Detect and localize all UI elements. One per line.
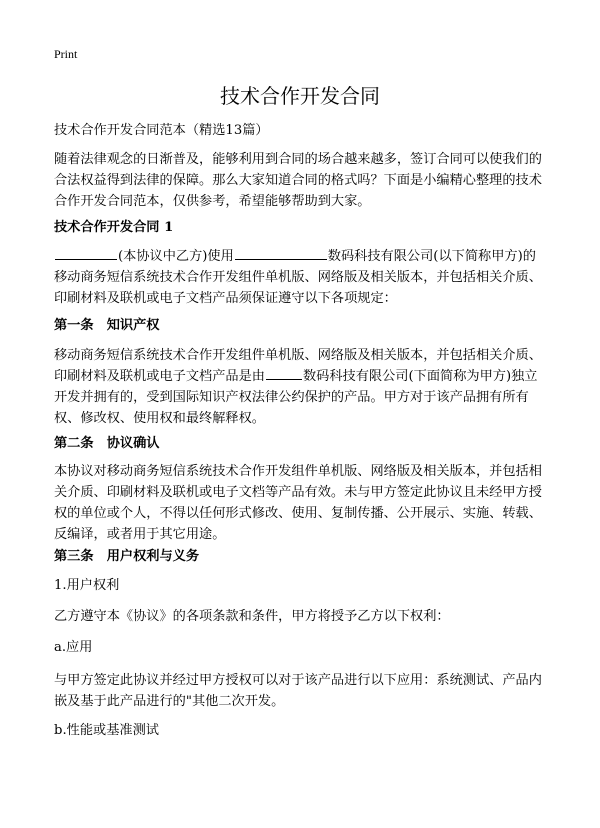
subtitle-text: 技术合作开发合同范本（精选13篇） — [54, 123, 269, 138]
article3-item-a-text — [54, 670, 548, 712]
blank-line — [266, 366, 302, 380]
blank-line — [55, 246, 117, 260]
article3-heading: 第三条 用户权利与义务 — [54, 549, 200, 564]
parties-paragraph — [54, 246, 548, 309]
subtitle — [54, 120, 548, 141]
parties-text-1: (本协议中乙方)使用 — [118, 249, 234, 264]
intro-text: 随着法律观念的日渐普及，能够利用到合同的场合越来越多，签订合同可以使我们的合法权益得到法律的保障。那么大家知道合同的格式吗？下面是小编精心整理的技术合作开发合同范本，仅供参考，希望能够帮助到大家。 — [54, 152, 542, 209]
article3-item-b: b.性能或基准测试 — [54, 723, 159, 738]
contract-heading: 技术合作开发合同 1 — [54, 220, 174, 235]
article2-paragraph — [54, 461, 548, 545]
article1-heading: 第一条 知识产权 — [54, 318, 160, 333]
article1-text-b: 数码科技有限公司(下面简称为甲方)独立开发并拥有的，受到国际知识产权法律公约保护的产品。甲方对于该产品拥有所有权、修改权、使用权和最终解释权。 — [54, 369, 538, 426]
blank-line — [235, 246, 327, 260]
article3-item1: 1.用户权利 — [54, 578, 120, 593]
article2-text: 本协议对移动商务短信系统技术合作开发组件单机版、网络版及相关版本，并包括相关介质、印刷材料及联机或电子文档等产品有效。未与甲方签定此协议且未经甲方授权的单位或个人，不得以任何形式修改、使用、复制传播、公开展示、实施、转载、反编译，或者用于其它用途。 — [54, 464, 542, 542]
parties-text-2: 数码科技有限公司(以下简称甲方)的移动商务短信系统技术合作开发组件单机版、网络版及相关版本，并包括相关介质、印刷材料及联机或电子文档产品须保证遵守以下各项规定： — [54, 249, 542, 306]
print-label: Print — [54, 47, 78, 61]
intro-paragraph — [54, 149, 548, 212]
article1-text-a: 移动商务短信系统技术合作开发组件单机版、网络版及相关版本，并包括相关介质、印刷材料及联机或电子文档产品是由 — [54, 348, 542, 384]
article1-paragraph — [54, 345, 548, 429]
article3-item-a: a.应用 — [54, 640, 93, 655]
document-title: 技术合作开发合同 — [220, 84, 380, 108]
article3-item-a-paragraph: 与甲方签定此协议并经过甲方授权可以对于该产品进行以下应用：系统测试、产品内嵌及基于此产品进行的"其他二次开发。 — [54, 673, 542, 709]
article3-item1-text: 乙方遵守本《协议》的各项条款和条件，甲方将授予乙方以下权利： — [54, 609, 450, 624]
article2-heading: 第二条 协议确认 — [54, 436, 160, 451]
